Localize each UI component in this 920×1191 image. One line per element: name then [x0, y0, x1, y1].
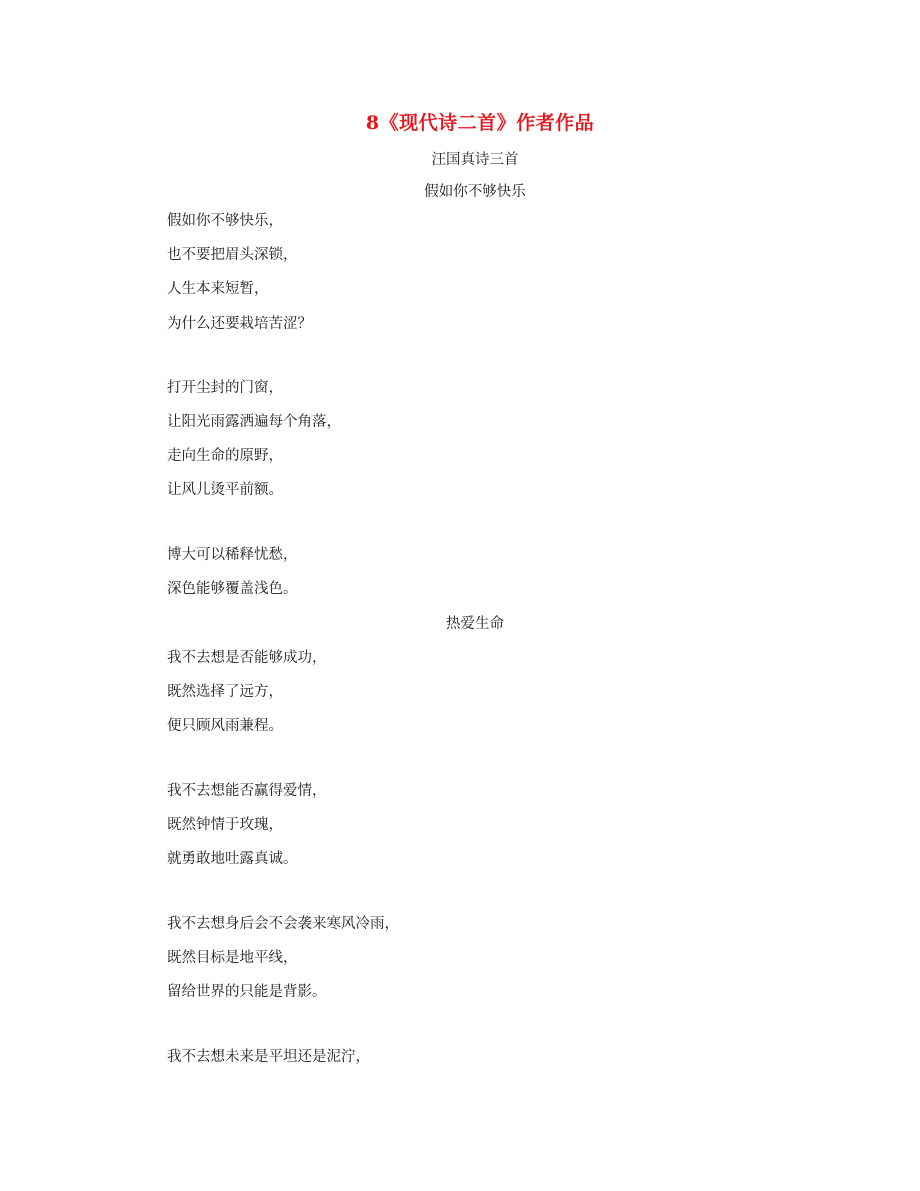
- poem-line: 打开尘封的门窗，: [167, 380, 283, 396]
- poem-title-2: 热爱生命: [446, 616, 504, 632]
- poem-line: 走向生命的原野，: [167, 448, 283, 464]
- poem-line: 让风儿烫平前额。: [167, 482, 283, 498]
- poem-line: 我不去想是否能够成功，: [167, 650, 327, 666]
- poem-line: 让阳光雨露洒遍每个角落，: [167, 414, 341, 430]
- poem-line: 博大可以稀释忧愁，: [167, 547, 298, 563]
- poem-line: 既然钟情于玫瑰，: [167, 817, 283, 833]
- document-title: 8《现代诗二首》作者作品: [365, 112, 595, 134]
- poem-line: 就勇敢地吐露真诚。: [167, 851, 298, 867]
- author-heading: 汪国真诗三首: [431, 152, 519, 168]
- poem-line: 便只顾风雨兼程。: [167, 718, 283, 734]
- poem-line: 假如你不够快乐，: [167, 213, 283, 229]
- poem-line: 我不去想身后会不会袭来寒风冷雨，: [167, 916, 399, 932]
- poem-line: 人生本来短暂，: [167, 281, 269, 297]
- poem-line: 为什么还要栽培苦涩？: [167, 316, 312, 332]
- poem-line: 留给世界的只能是背影。: [167, 984, 327, 1000]
- poem-line: 我不去想能否赢得爱情，: [167, 783, 327, 799]
- poem-line: 深色能够覆盖浅色。: [167, 581, 298, 597]
- poem-line: 我不去想未来是平坦还是泥泞，: [167, 1049, 370, 1065]
- poem-line: 既然选择了远方，: [167, 684, 283, 700]
- poem-line: 既然目标是地平线，: [167, 950, 298, 966]
- poem-line: 也不要把眉头深锁，: [167, 247, 298, 263]
- poem-title-1: 假如你不够快乐: [424, 184, 526, 200]
